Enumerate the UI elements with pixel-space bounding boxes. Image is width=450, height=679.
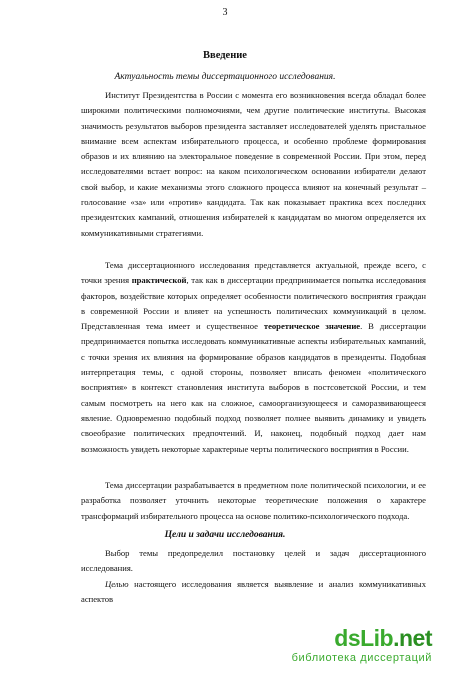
bold-term-theoretical: теоретическое значение bbox=[263, 321, 361, 332]
paragraph-5 bbox=[81, 577, 426, 608]
section-subtitle: Актуальность темы диссертационного исследования. bbox=[114, 72, 336, 82]
text-block-1 bbox=[81, 88, 426, 241]
paragraph-5-part-b: настоящего исследования является выявление и анализ коммуникативных аспектов bbox=[81, 578, 426, 604]
paragraph-3: Тема диссертации разрабатывается в предметном поле политической психологии, и ее разработка позволяет уточнить некоторые теоретические положения о характере трансформаций избирательного процесса на основе политико-психологического подхода. bbox=[81, 480, 426, 521]
paragraph-2-part-a: Тема диссертационного исследования представляется актуальной, прежде всего, с точки зрения bbox=[81, 260, 426, 286]
paragraph-2-part-c: , так как в диссертации предпринимается попытка исследования факторов, воздействие которых определяет особенности политического восприятия граждан в современной России и влияет на успешность политических коммуникаций в целом. Представленная тема имеет и существенное bbox=[81, 275, 426, 332]
watermark-logo-part2: .net bbox=[393, 625, 432, 651]
watermark-logo-part1: dsLib bbox=[334, 625, 394, 651]
bold-term-practical: практической bbox=[131, 275, 187, 286]
section-title: Введение bbox=[203, 50, 247, 61]
italic-term-goal: Целью bbox=[105, 578, 129, 589]
text-block-2 bbox=[81, 258, 426, 457]
paragraph-2 bbox=[81, 258, 426, 457]
page-number: 3 bbox=[222, 7, 228, 18]
paragraph-4: Выбор темы предопределил постановку целей и задач диссертационного исследования. bbox=[81, 548, 426, 574]
text-block-4 bbox=[81, 546, 426, 607]
dslib-watermark bbox=[228, 625, 438, 669]
goals-heading: Цели и задачи исследования. bbox=[164, 530, 286, 540]
text-block-3 bbox=[81, 478, 426, 524]
paragraph-2-part-e: . В диссертации предпринимается попытка исследовать коммуникативные аспекты избирательных кампаний, с точки зрения их влияния на формирование образов кандидатов в президенты. Подобная интерпретация темы, с одной стороны, позволяет вписать феномен «политического восприятия» в контекст становления института выборов в постсоветской России, и тем самым посмотреть на него как на сложное, самоорганизующееся и саморазвивающееся явление. Одновременно подобный подход позволяет полнее выявить динамику и увидеть своеобразие политических предпочтений. И, наконец, подобный подход дает нам возможность увидеть некоторые характерные черты политического восприятия в России. bbox=[81, 321, 426, 454]
paragraph-1: Институт Президентства в России с момента его возникновения всегда обладал более широкими политическими полномочиями, чем другие политические институты. Высокая значимость результатов выборов президента заставляет исследователей уделять пристальное внимание всем аспектам избирательного процесса, и особенно проблеме формирования образов и их влиянию на электоральное поведение в современной России. При этом, перед исследователями встает вопрос: на каком психологическом основании избиратели делают свой выбор, и какие механизмы этого сложного процесса влияют на конечный результат – голосование «за» или «против» кандидата. Так как показывает практика всех последних президентских кампаний, отношения избирателей к кандидатам во многом определяется их коммуникативными стратегиями. bbox=[81, 90, 426, 238]
watermark-logo bbox=[334, 625, 432, 652]
watermark-tagline: библиотека диссертаций bbox=[291, 652, 432, 664]
